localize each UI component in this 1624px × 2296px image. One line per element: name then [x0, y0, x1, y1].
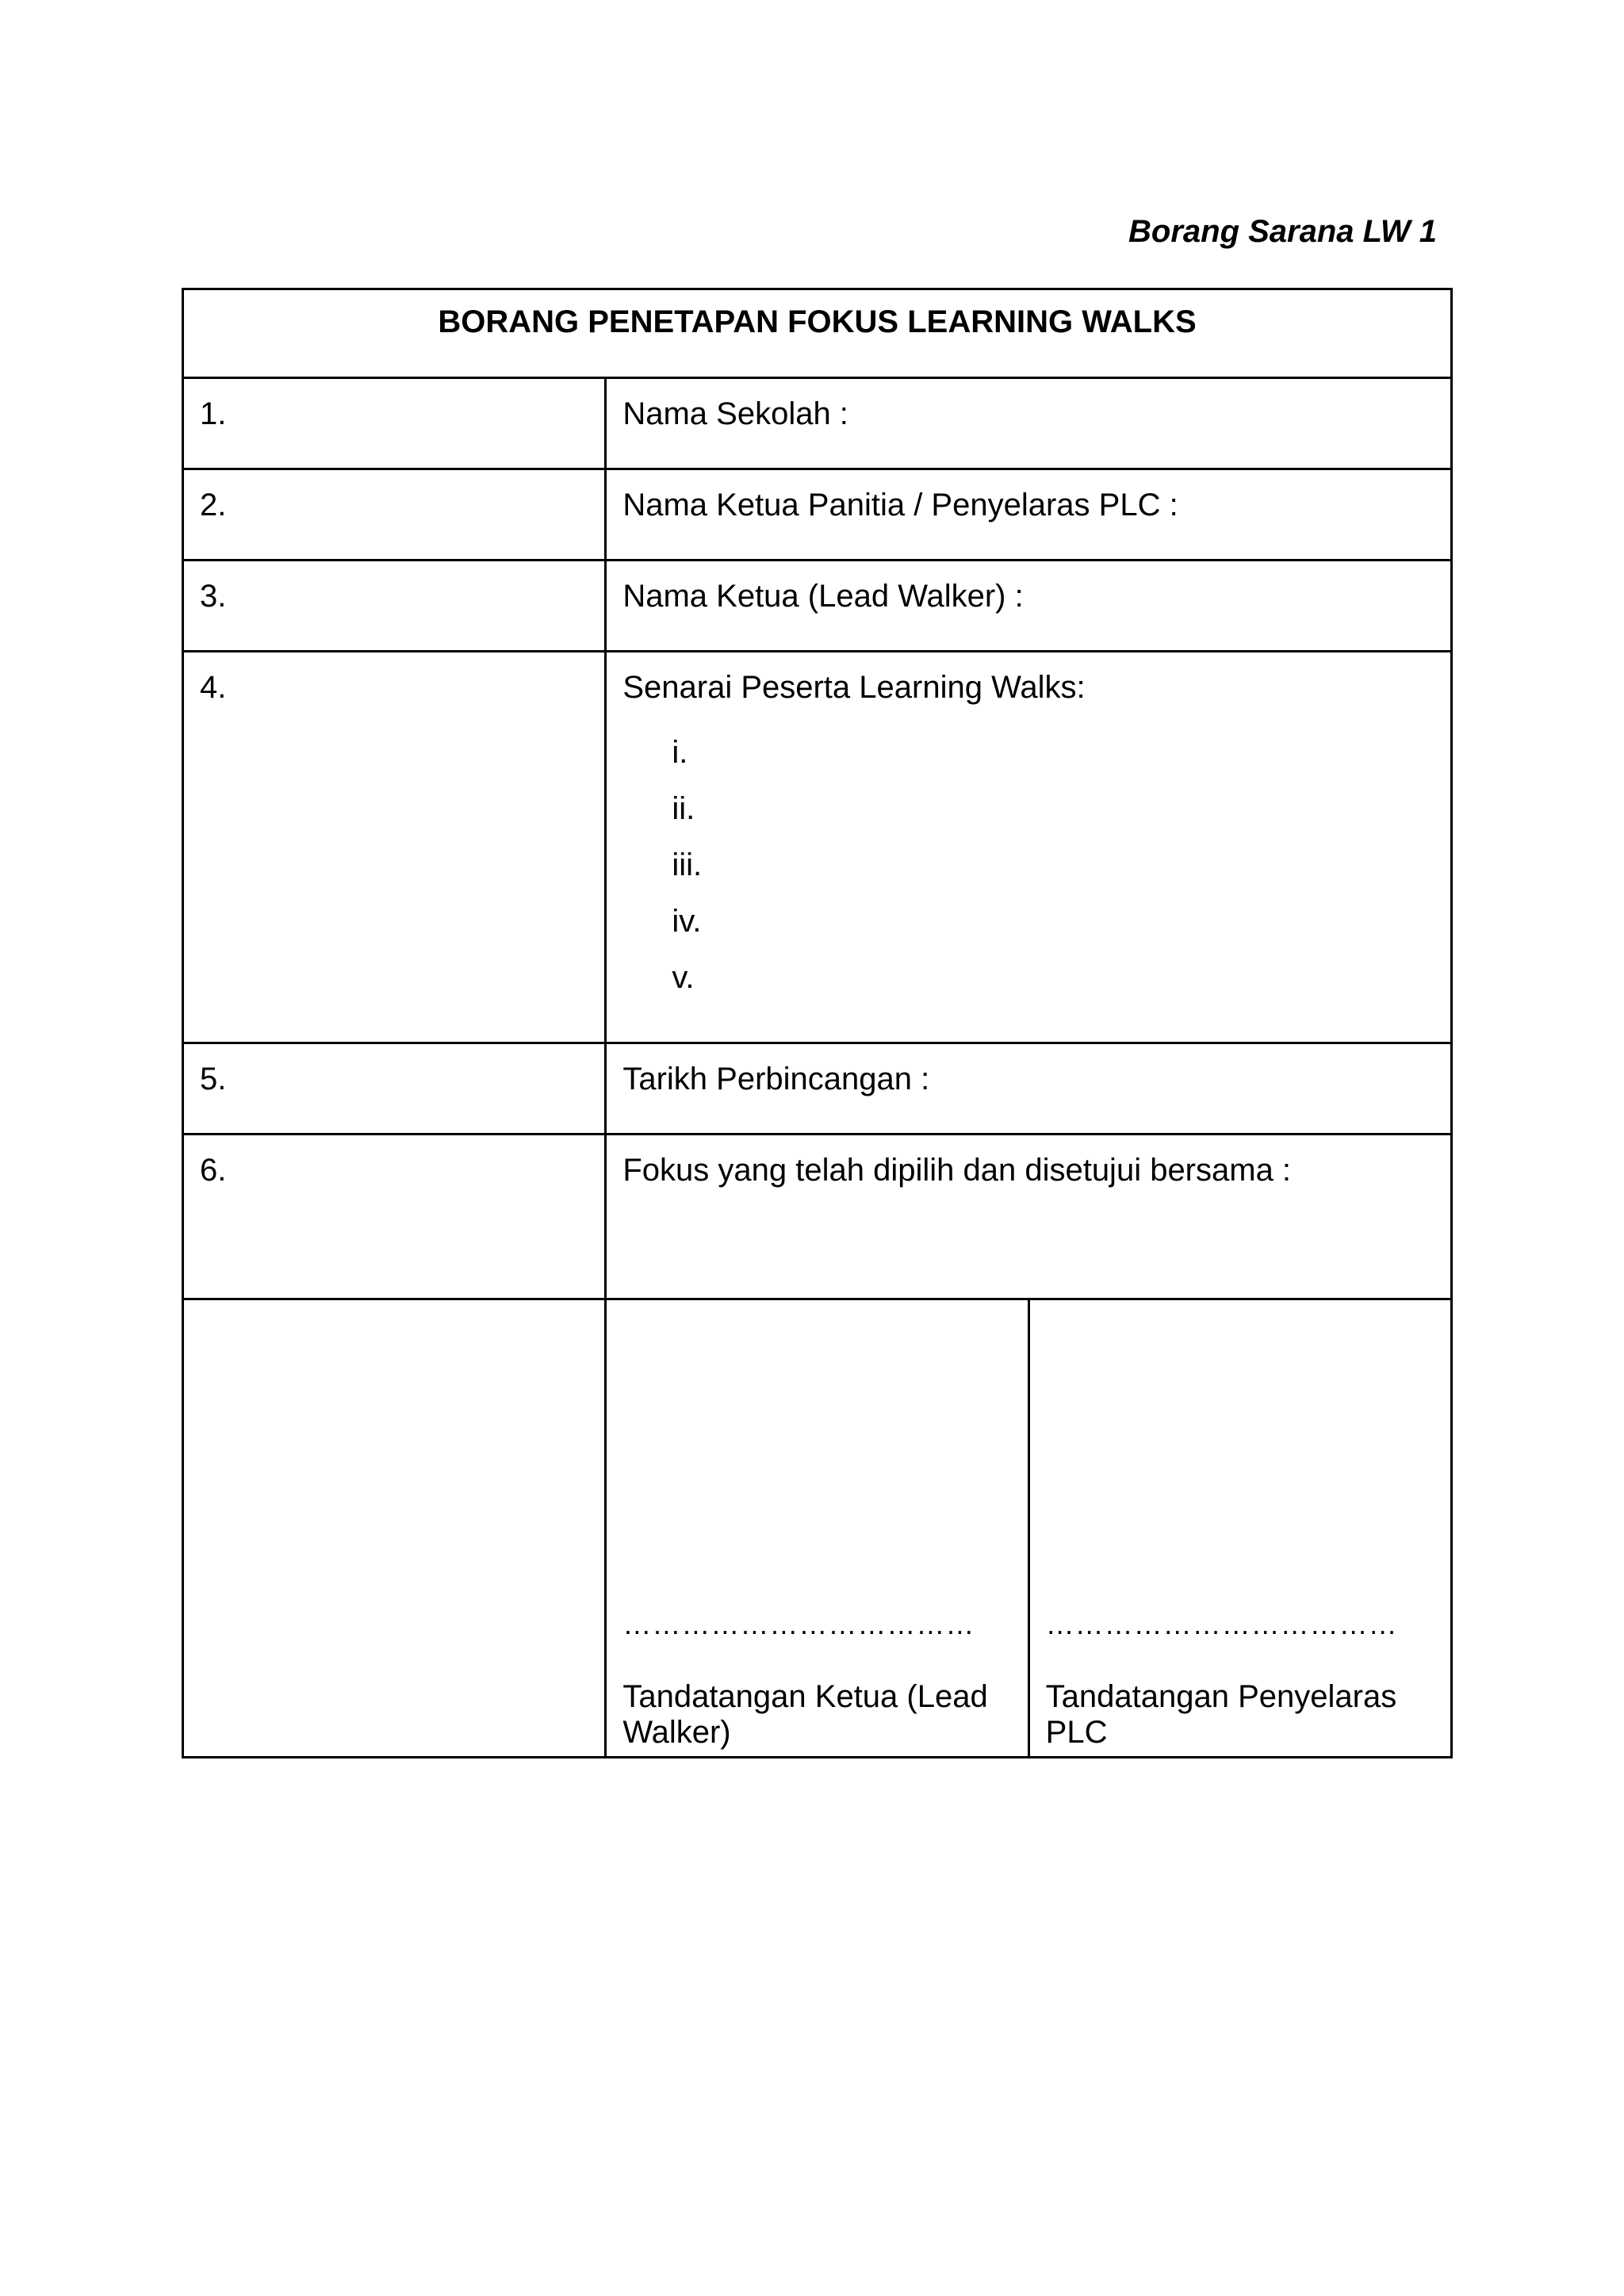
row-number: 3. [183, 561, 606, 652]
participants-label: Senarai Peserta Learning Walks: [622, 670, 1086, 705]
form-title: BORANG PENETAPAN FOKUS LEARNING WALKS [183, 289, 1452, 378]
row-number: 2. [183, 469, 606, 561]
row-school-name [183, 378, 1452, 469]
row-discussion-date [183, 1043, 1452, 1135]
participants-field[interactable] [606, 652, 1452, 1043]
signature-label: Tandatangan Penyelaras PLC [1045, 1679, 1397, 1750]
row-number: 1. [183, 378, 606, 469]
signature-label: Tandatangan Ketua (Lead Walker) [622, 1679, 988, 1750]
lead-walker-signature[interactable] [606, 1299, 1028, 1758]
agreed-focus-field[interactable]: Fokus yang telah dipilih dan disetujui bersama : [606, 1135, 1452, 1299]
plc-coordinator-signature[interactable] [1028, 1299, 1451, 1758]
row-number: 5. [183, 1043, 606, 1135]
list-item[interactable]: iv. [672, 904, 702, 939]
empty-number-cell [183, 1299, 606, 1758]
row-agreed-focus [183, 1135, 1452, 1299]
list-item[interactable]: ii. [672, 791, 695, 826]
signature-line: ……………………………… [1045, 1608, 1398, 1640]
list-item[interactable]: v. [672, 960, 695, 995]
row-signatures [183, 1299, 1452, 1758]
list-item[interactable]: i. [672, 735, 688, 770]
row-number: 6. [183, 1135, 606, 1299]
focus-form-table [182, 288, 1453, 1758]
lead-walker-field[interactable]: Nama Ketua (Lead Walker) : [606, 561, 1452, 652]
row-participants [183, 652, 1452, 1043]
participants-list [672, 725, 1450, 1006]
signature-line: ……………………………… [622, 1608, 975, 1640]
school-name-field[interactable]: Nama Sekolah : [606, 378, 1452, 469]
discussion-date-field[interactable]: Tarikh Perbincangan : [606, 1043, 1452, 1135]
form-code: Borang Sarana LW 1 [1128, 214, 1437, 249]
row-lead-walker [183, 561, 1452, 652]
row-committee-head [183, 469, 1452, 561]
list-item[interactable]: iii. [672, 848, 703, 882]
row-number: 4. [183, 652, 606, 1043]
committee-head-field[interactable]: Nama Ketua Panitia / Penyelaras PLC : [606, 469, 1452, 561]
